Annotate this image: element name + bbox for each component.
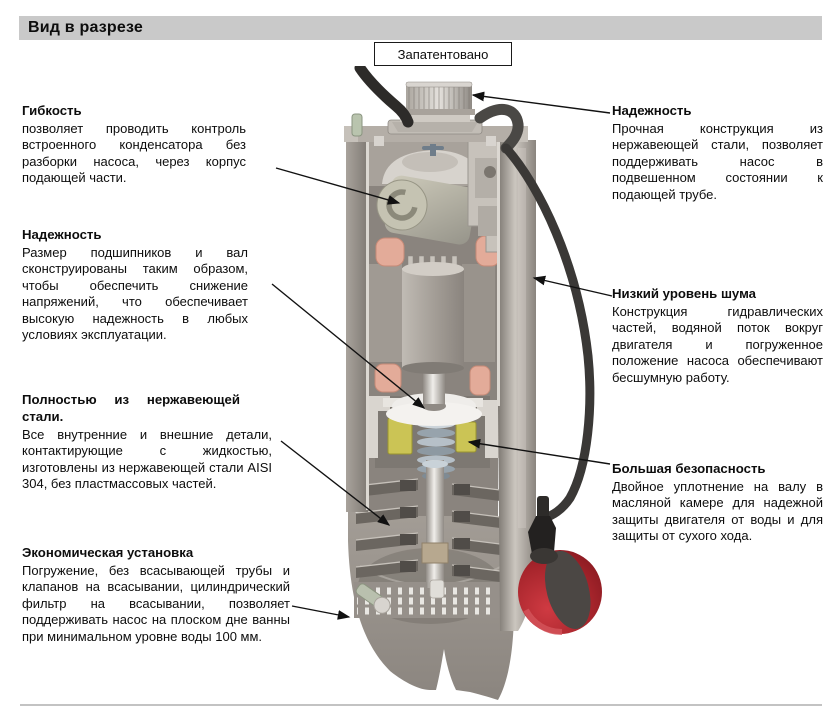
note-heading: Гибкость — [22, 103, 82, 118]
note-body: Двойное уплотнение на валу в масляной камере для надежной защиты двигателя от воды и для защиты от сухого хода. — [612, 479, 823, 544]
casing-bolt — [352, 114, 362, 136]
note-body: позволяет проводить контроль встроенного конденсатора без разборки насоса, через корпус подающей части. — [22, 121, 246, 186]
note-heading: Экономическая установка — [22, 545, 194, 560]
note-heading: Надежность — [22, 227, 102, 242]
note-body: Размер подшипников и вал сконструированы таким образом, чтобы обеспечить снижение напряжений, что обеспечивает высокую надежность в любых условиях эксплуатации. — [22, 245, 248, 343]
note-heading: Полностью из нержавеющей стали. — [22, 392, 240, 424]
note-stainless-steel — [22, 391, 272, 493]
note-heading: Большая безопасность — [612, 461, 766, 476]
note-heading: Надежность — [612, 103, 692, 118]
motor-rotor — [402, 256, 464, 374]
note-body: Все внутренние и внешние детали, контактирующие с жидкостью, изготовлены из нержавеющей стали AISI 304, без пластмассовых частей. — [22, 427, 272, 492]
section-header-bar — [19, 16, 822, 40]
note-body: Погружение, без всасывающей трубы и клапанов на всасывании, цилиндрический фильтр на всасывании, позволяет поддерживать насос на плоском дне ванны при минимальном уровне воды 100 мм. — [22, 563, 290, 644]
page-title: Вид в разрезе — [28, 19, 144, 36]
bottom-rule — [20, 704, 822, 706]
note-flexibility — [22, 102, 246, 187]
patented-badge — [374, 42, 512, 66]
note-body: Конструкция гидравлических частей, водяной поток вокруг двигателя и погруженное положение насоса обеспечивают бесшумную работу. — [612, 304, 823, 385]
note-low-noise — [612, 285, 823, 386]
note-safety — [612, 460, 823, 545]
note-reliability-left — [22, 226, 248, 343]
note-economic-installation — [22, 544, 290, 645]
note-body: Прочная конструкция из нержавеющей стали, позволяет поддерживать насос в подвешенном состоянии к подающей трубе. — [612, 121, 823, 202]
note-heading: Низкий уровень шума — [612, 286, 757, 301]
pump-cutaway-illustration — [330, 66, 620, 711]
note-reliability-right — [612, 102, 823, 203]
patented-label: Запатентовано — [397, 46, 489, 62]
